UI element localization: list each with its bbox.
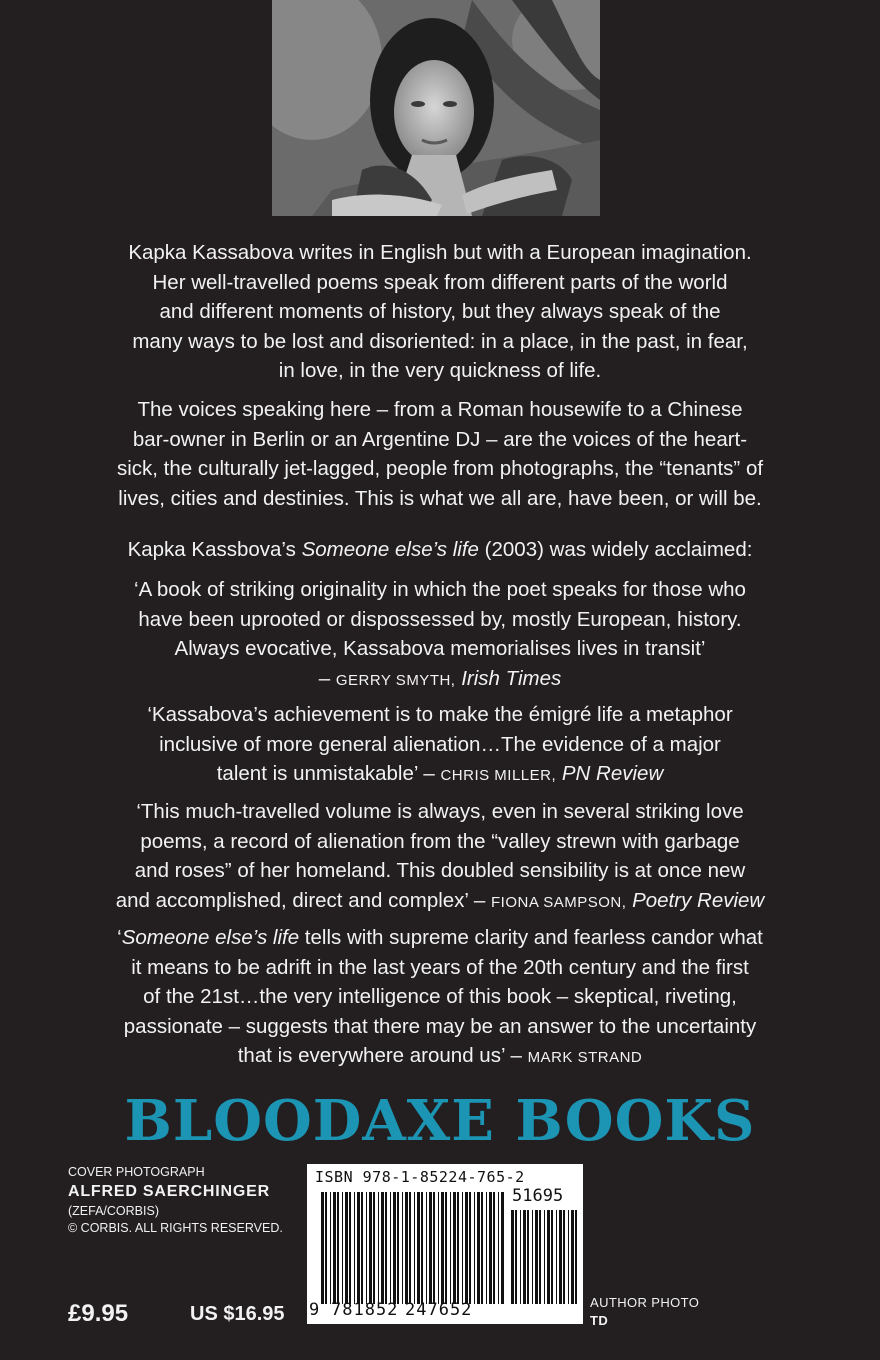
quote-line: passionate – suggests that there may be an answer to the uncertainty [123, 1014, 757, 1038]
review-quote-4 [60, 923, 820, 1073]
blurb-paragraph-2 [60, 395, 820, 513]
cover-photo-credit [68, 1164, 283, 1237]
reviewer-name: MARK STRAND [527, 1049, 643, 1066]
publisher-logo: BLOODAXE BOOKS [124, 1088, 756, 1154]
quote-line: poems, a record of alienation from the “valley strewn with garbage [140, 829, 740, 853]
quote-line: and roses” of her homeland. This doubled sensibility is at once new [134, 859, 746, 882]
quote-line [60, 886, 820, 918]
blurb-line: bar-owner in Berlin or an Argentine DJ – are the voices of the heart- [132, 427, 748, 451]
uk-price: £9.95 [68, 1300, 129, 1327]
barcode-digits-right: 247652 [405, 1300, 473, 1320]
quote-line: have been uprooted or dispossessed by, mostly European, history. [138, 607, 742, 631]
quote-last-text: talent is unmistakable’ – [216, 762, 441, 785]
blurb-line: and different moments of history, but they always speak of the [159, 300, 721, 323]
author-photo [272, 0, 600, 216]
quote-line: it means to be adrift in the last years of the 20th century and the first [131, 955, 749, 979]
credit-label: COVER PHOTOGRAPH [68, 1165, 205, 1179]
blurb-line: sick, the culturally jet-lagged, people from photographs, the “tenants” of [116, 457, 764, 480]
quote-attribution [60, 664, 820, 696]
quote-line: Always evocative, Kassabova memorialises lives in transit’ [174, 637, 706, 660]
acclaim-before: Kapka Kassbova’s [127, 538, 302, 561]
acclaim-after: (2003) was widely acclaimed: [478, 538, 753, 561]
review-source: Poetry Review [632, 888, 765, 912]
acclaim-book-title: Someone else’s life [301, 538, 479, 561]
quote-line [60, 759, 820, 791]
photographer-name: ALFRED SAERCHINGER [68, 1183, 270, 1200]
isbn-text: ISBN 978-1-85224-765-2 [315, 1168, 525, 1186]
blurb-line: many ways to be lost and disoriented: in a place, in the past, in fear, [132, 329, 748, 353]
quote-line: ‘Kassabova’s achievement is to make the émigré life a metaphor [147, 703, 733, 726]
reviewer-name: FIONA SAMPSON, [491, 893, 627, 911]
barcode-digit-first: 9 [309, 1300, 320, 1320]
blurb-line: Her well-travelled poems speak from different parts of the world [152, 270, 728, 294]
review-source: Irish Times [461, 666, 562, 690]
blurb-line: The voices speaking here – from a Roman housewife to a Chinese [137, 398, 743, 421]
quote-line: ‘A book of striking originality in which the poet speaks for those who [134, 578, 746, 601]
acclaim-line [60, 535, 820, 565]
us-price: US $16.95 [190, 1303, 285, 1325]
quote-book-title: Someone else’s life [121, 926, 300, 949]
quote-line: ‘This much-travelled volume is always, even in several striking love [136, 800, 744, 823]
attribution-dash: – [318, 666, 336, 690]
review-quote-3 [60, 797, 820, 917]
review-quote-2 [60, 700, 820, 791]
author-portrait-image [272, 0, 600, 216]
quote-last-text: and accomplished, direct and complex’ – [115, 888, 492, 912]
quote-line: ‘Someone else’s life tells with supreme clarity and fearless candor what [117, 926, 763, 949]
review-source: PN Review [561, 762, 664, 785]
quote-last-text: that is everywhere around us’ – [237, 1044, 528, 1067]
blurb-line: in love, in the very quickness of life. [278, 359, 602, 382]
quote-first-rest: tells with supreme clarity and fearless candor what [299, 926, 763, 949]
reviewer-name: GERRY SMYTH, [335, 671, 456, 689]
author-photo-label: AUTHOR PHOTO [590, 1295, 700, 1310]
quote-line [60, 1041, 820, 1073]
review-quote-1 [60, 575, 820, 695]
quote-line: of the 21st…the very intelligence of this book – skeptical, riveting, [143, 985, 737, 1008]
blurb-line: Kapka Kassabova writes in English but with a European imagination. [128, 241, 752, 264]
isbn-barcode [307, 1164, 583, 1324]
reviewer-name: CHRIS MILLER, [440, 767, 557, 784]
credit-copyright: © CORBIS. ALL RIGHTS RESERVED. [68, 1221, 283, 1235]
quote-line: inclusive of more general alienation…The evidence of a major [159, 732, 721, 756]
price-code: 51695 [512, 1186, 564, 1206]
author-photo-initials: TD [590, 1313, 609, 1328]
author-photo-credit [590, 1294, 699, 1330]
blurb-paragraph-1 [60, 238, 820, 386]
barcode-digits-left: 781852 [331, 1300, 399, 1320]
credit-agency: (ZEFA/CORBIS) [68, 1204, 159, 1218]
blurb-line: lives, cities and destinies. This is what we all are, have been, or will be. [118, 486, 762, 510]
